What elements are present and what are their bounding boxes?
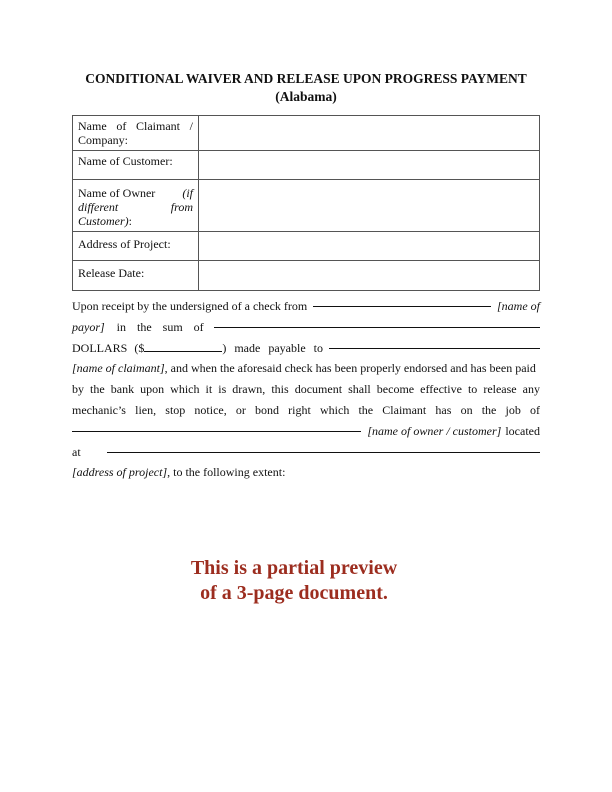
customer-label: Name of Customer:	[73, 151, 199, 180]
preview-line-2: of a 3-page document.	[200, 582, 388, 604]
payor-blank[interactable]	[313, 306, 491, 307]
project-address-label: Address of Project:	[73, 232, 199, 261]
table-row	[73, 151, 540, 180]
paragraph-line: DOLLARS ($ ) made payable to	[72, 338, 540, 359]
claimant-blank[interactable]	[329, 348, 540, 349]
table-row	[73, 261, 540, 291]
preview-line-1: This is a partial preview	[190, 557, 398, 579]
project-address-field[interactable]	[199, 232, 540, 261]
owner-field[interactable]	[199, 180, 540, 232]
release-date-label: Release Date:	[73, 261, 199, 291]
table-row	[73, 180, 540, 232]
paragraph-line: by the bank upon which it is drawn, this document shall become effective to release any	[72, 382, 540, 397]
release-date-field[interactable]	[199, 261, 540, 291]
preview-notice	[120, 556, 468, 606]
paragraph-line: Upon receipt by the undersigned of a check from [name of	[72, 299, 540, 313]
dollar-amount-blank[interactable]	[144, 339, 222, 352]
claimant-label: Name of Claimant / Company:	[73, 116, 199, 151]
table-row	[73, 116, 540, 151]
paragraph-line: [name of owner / customer] located	[72, 421, 540, 442]
owner-label: Name of Owner (if different from Customer):	[73, 180, 199, 232]
owner-blank[interactable]	[72, 431, 361, 432]
claimant-field[interactable]	[199, 116, 540, 151]
customer-field[interactable]	[199, 151, 540, 180]
info-table	[72, 115, 540, 291]
document-subtitle: (Alabama)	[275, 89, 337, 104]
paragraph-line: at	[72, 442, 540, 463]
table-row	[73, 232, 540, 261]
paragraph-line: payor] in the sum of	[72, 317, 540, 338]
paragraph-line: mechanic’s lien, stop notice, or bond right which the Claimant has on the job of	[72, 402, 540, 417]
project-address-blank[interactable]	[107, 452, 540, 453]
paragraph-line: [name of claimant], and when the aforesaid check has been properly endorsed and has been paid	[72, 361, 536, 376]
waiver-paragraph	[72, 296, 540, 483]
document-title-block	[60, 70, 552, 106]
document-title: CONDITIONAL WAIVER AND RELEASE UPON PROGRESS PAYMENT	[85, 71, 527, 86]
paragraph-line: [address of project] , to the following extent:	[72, 465, 286, 480]
sum-blank[interactable]	[214, 327, 540, 328]
